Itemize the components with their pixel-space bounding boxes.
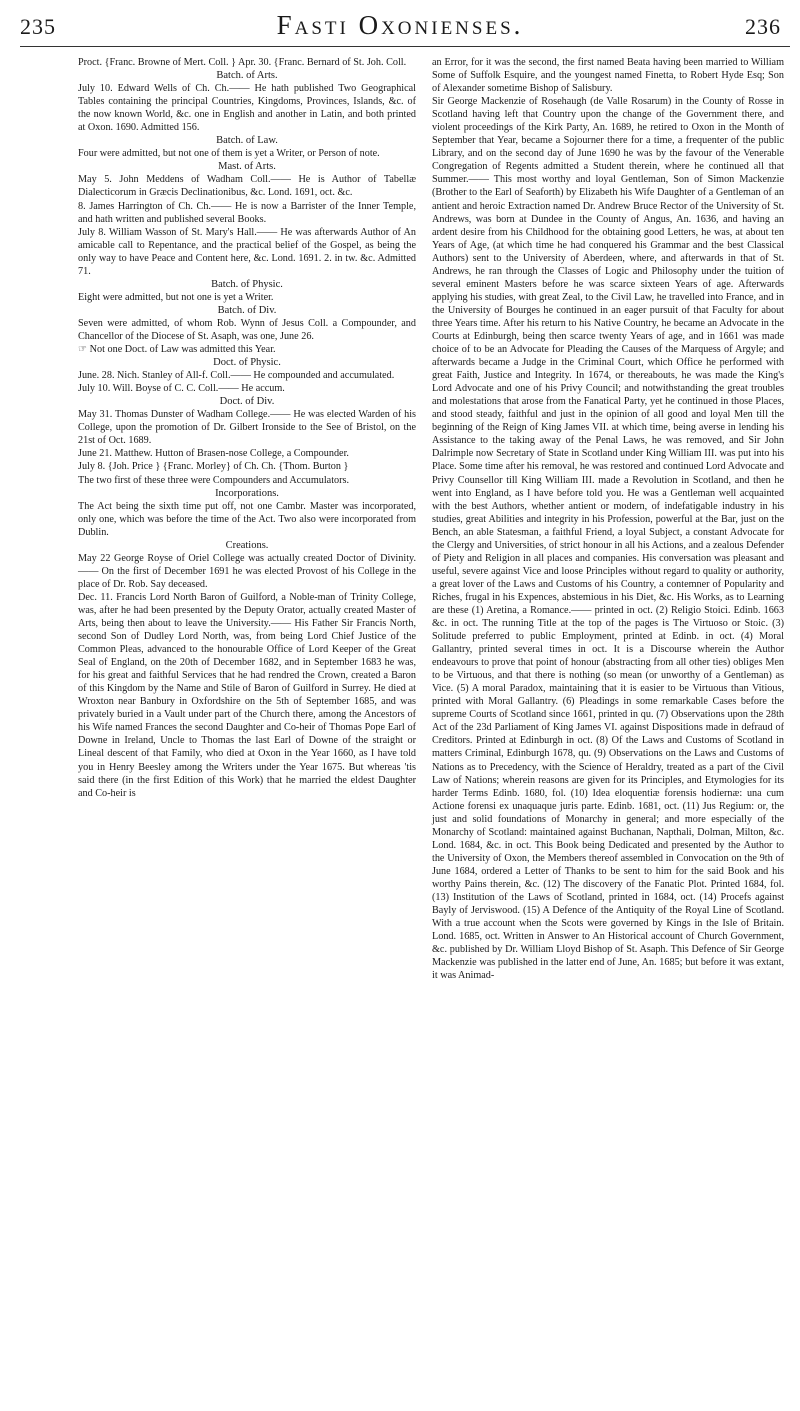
entry-meddens: May 5. John Meddens of Wadham Coll.—— He is Author of Tabellæ Dialecticorum in Græcis Declinationibus, &c. Lond. 1691, oct. &c. xyxy=(78,174,416,199)
heading-creations: Creations. xyxy=(225,539,269,551)
entry-law-doct-note: ☞ Not one Doct. of Law was admitted this Year. xyxy=(78,344,276,356)
heading-batch-div: Batch. of Div. xyxy=(217,304,277,316)
left-column xyxy=(78,56,416,800)
running-title: Fasti Oxonienses. xyxy=(276,10,524,40)
entry-law-note: Four were admitted, but not one of them is yet a Writer, or Person of note. xyxy=(78,148,380,160)
entry-price-morley-burton: July 8. {Joh. Price } {Franc. Morley} of Ch. Ch. {Thom. Burton } xyxy=(78,461,349,473)
heading-batch-arts: Batch. of Arts. xyxy=(216,70,278,82)
heading-doct-div: Doct. of Div. xyxy=(219,396,275,408)
entry-dunster: May 31. Thomas Dunster of Wadham College.—— He was elected Warden of his College, upon the promotion of Dr. Gilbert Ironside to the See of Bristol, on the 21st of Oct. 1689. xyxy=(78,409,416,447)
heading-mast-arts: Mast. of Arts. xyxy=(218,161,276,173)
entry-wells: July 10. Edward Wells of Ch. Ch.—— He hath published Two Geographical Tables containing the principal Countries, Kingdoms, Provinces, Islands, &c. of the now known World, &c. one in English and another in Latin, and both printed at Oxon. 1690. Admitted 156. xyxy=(78,83,416,134)
proctors-entry: Proct. {Franc. Browne of Mert. Coll. } Apr. 30. {Franc. Bernard of St. Joh. Coll. xyxy=(78,57,407,68)
heading-batch-physic: Batch. of Physic. xyxy=(211,278,283,290)
entry-wynn: Seven were admitted, of whom Rob. Wynn of Jesus Coll. a Compounder, and Chancellor of the Diocese of St. Asaph, was one, June 26. xyxy=(78,317,416,342)
entry-stanley: June. 28. Nich. Stanley of All-f. Coll.—— He compounded and accumulated. xyxy=(78,370,395,382)
entry-incorporations: The Act being the sixth time put off, not one Cambr. Master was incorporated, only one, which was before the time of the Act. Two also were incorporated from Dublin. xyxy=(78,500,416,538)
paragraph-mackenzie: Sir George Mackenzie of Rosehaugh (de Valle Rosarum) in the County of Rosse in Scotland having left that Country upon the change of the Government there, and violent proceedings of the Kirk Party, An. 1689, he retired to Oxon in the Month of September that Year, became a Sojourner there for a time, a frequenter of the public Library, and on the second day of June 1690 he was by the favour of the Venerable Congregation of Regents admitted a Student therein, where he continued all that Summer.—— This most worthy and loyal Gentleman, Son of Simon Mackenzie (Brother to the Earl of Seaforth) by Elizabeth his Wife Daughter of a Gentleman of an antient and heroic Extraction named Dr. Andrew Bruce Rector of the University of St. Andrews, was born at Dundee in the County of Angus, An. 1636, and having an ardent desire from his Childhood for the obtaining good Letters, he was, at about ten Years of Age, (at which time he had conquered his Grammar and the best Classical Authors) sent to the University of Aberdeen, where, and afterwards in that of St. Andrews, he ran through the Classes of Logic and Philosophy under the tuition of several eminent Masters before he was scarce sixteen Years of age. Afterwards applying his studies, with great Zeal, to the Civil Law, he travelled into France, and in the University of Bourges he continued in an eager pursuit of that Faculty for about three Years time. After his return to his Native Country, he became an Advocate in the Courts at Edinburgh, being then scarce twenty Years of age, and in 1661 was made choice of to be an Advocate for Pleading the Causes of the Marquess of Argyle; and afterwards became a Judge in the Criminal Court, which Office he performed with great Faith, Justice and Integrity. In 1674, or thereabouts, he was made the King's Lord Advocate and one of his Privy Council; and notwithstanding the great troubles and molestations that arose from the Fanatical Party, yet he continued in those Places, and stood steady, faithful and just in the opinion of all good and loyal Men till the beginning of the Reign of King James VII. at which time, being averse in lending his Assistance to the taking away of the Penal Laws, he was removed, and Sir John Dalrimple now Secretary of State in Scotland under King William III. was put into his Place. Some time after his removal, he was restored and continued Lord Advocate and Privy Counsellor till King William III. made a Revolution in Scotland, and then he went into England, as I have before told you. He was a Gentleman well acquainted with the best Authors, whether antient or modern, of indefatigable industry in his studies, great Abilities and integrity in his Profession, powerful at the Bar, just on the Bench, an able Statesman, a faithful Friend, a loyal Subject, a constant Advocate for the Clergy and Universities, of strict honour in all his Actions, and a zealous Defender of Piety and Religion in all places and companies. His conversation was pleasant and useful, severe against Vice and loose Principles without regard to quality or authority, a great lover of the Laws and Customs of his Country, a contemner of Popularity and Riches, frugal in his Expences, abstemious in his Diet, &c. His Works, as to Learning are these (1) Aretina, a Romance.—— printed in oct. (2) Religio Stoici. Edinb. 1663 &c. in oct. The running Title at the top of the pages is The Virtuoso or Stoic. (3) Solitude preferred to public Employment, printed at Edinb. in oct. (4) Moral Gallantry, printed several times in oct. It is a Discourse wherein the Author endeavours to prove that point of honour (abstracting from all other ties) obliges Men to be Virtuous, and that there is nothing (so mean (or unworthy of a Gentleman) as Vice. (5) A moral Paradox, maintaining that it is easier to be Virtuous than Vitious, printed with Moral Gallantry. (6) Pleadings in some remarkable Cases before the supreme Courts of Scotland since 1661, printed in qu. (7) Observations upon the 28th Act of the 23d Parliament of King James VI. against Dispositions made in defraud of Creditors. Printed at Edinburgh in oct. (8) Of the Laws and Customs of Scotland in matters Criminal, Edinburgh 1678, qu. (9) Observations on the Laws and Customs of Nations as to Precedency, with the Science of Heraldry, treated as a part of the Civil Law of Nations; wherein reasons are given for its Principles, and Etymologies for its harder Terms Edinb. 1680, fol. (10) Idea eloquentiæ forensis hodiernæ: una cum Actione forensi ex unaquaque juris parte. Edinb. 1681, oct. (11) Jus Regium: or, the just and solid foundations of Monarchy in general; and more especially of the Monarchy of Scotland: maintained against Buchanan, Napthali, Dolman, Milton, &c. Lond. 1684, &c. in oct. This Book being Dedicated and presented by the Author to the University of Oxon, the Members thereof assembled in Convocation on the 9th of June 1684, ordered a Letter of Thanks to be sent to him for the said Book and his worthy Pains therein, &c. (12) The discovery of the Fanatic Plot. Printed 1684, fol. (13) Institution of the Laws of Scotland, printed in 1684, oct. (14) Procefs against Bayly of Jerviswood. (15) A Defence of the Antiquity of the Royal Line of Scotland. With a true account when the Scots were governed by Kings in the Isle of Britain. Lond. 1685, oct. Written in Answer to An Historical account of Church Government, &c. published by Dr. William Lloyd Bishop of St. Asaph. This Defence of Sir George Mackenzie was published in the latter end of June, An. 1685; but before it was extant, it was Animad- xyxy=(432,96,784,982)
heading-doct-physic: Doct. of Physic. xyxy=(213,357,281,369)
entry-boyse: July 10. Will. Boyse of C. C. Coll.—— He accum. xyxy=(78,383,285,395)
header-rule xyxy=(20,46,790,47)
entry-hutton: June 21. Matthew. Hutton of Brasen-nose College, a Compounder. xyxy=(78,448,349,460)
page-number-left: 235 xyxy=(20,14,56,39)
entry-royse: May 22 George Royse of Oriel College was actually created Doctor of Divinity.—— On the first of December 1691 he was elected Provost of his College in the place of Dr. Rob. Say deceased. xyxy=(78,552,416,590)
heading-batch-law: Batch. of Law. xyxy=(216,135,278,147)
entry-physic-note: Eight were admitted, but not one is yet a Writer. xyxy=(78,291,274,303)
page-number-right: 236 xyxy=(745,14,781,39)
heading-incorporations: Incorporations. xyxy=(215,487,279,499)
entry-north: Dec. 11. Francis Lord North Baron of Guilford, a Noble-man of Trinity College, was, after he had been presented by the Deputy Orator, actually created Master of Arts, being then about to leave the University.—— His Father Sir Francis North, second Son of Dudley Lord North, was, from being Lord Chief Justice of the Common Pleas, advanced to the honourable Office of Lord Keeper of the Great Seal of England, on the 20th of December 1682, and in September 1683 he was, for his great and faithful Services that he had rendred the Crown, created a Baron of this Kingdom by the Name and Stile of Baron of Guilford in Surrey. He died at Wroxton near Banbury in Oxfordshire on the 5th of September 1685, and was privately buried in a Vault under part of the Church there, among the Ancestors of his Wife named Frances the second Daughter and Co-heir of Thomas Pope Earl of Downe in Ireland, Uncle to Thomas the last Earl of Downe of the straight or Lineal descent of that Family, who died at Oxon in the Year 1660, as I have told you in Henry Beesley among the Writers under the Year 1675. But whereas 'tis said there (in the first Edition of this Work) that he married the eldest Daughter and Co-heir is xyxy=(78,591,416,799)
entry-harrington: 8. James Harrington of Ch. Ch.—— He is now a Barrister of the Inner Temple, and hath written and published several Books. xyxy=(78,200,416,225)
entry-compounders-note: The two first of these three were Compounders and Accumulators. xyxy=(78,474,350,486)
paragraph-error-note: an Error, for it was the second, the first named Beata having been married to William Some of Suffolk Esquire, and the youngest named Finetta, to Robert Hyde Esq; Son of Alexander sometime Bishop of Salisbury. xyxy=(432,57,784,95)
right-column xyxy=(432,56,784,982)
entry-wasson: July 8. William Wasson of St. Mary's Hall.—— He was afterwards Author of An amicable call to Repentance, and the practical belief of the Gospel, as being the only way to have Peace and Content here, &c. Lond. 1691. 2. in tw. &c. Admitted 71. xyxy=(78,226,416,277)
